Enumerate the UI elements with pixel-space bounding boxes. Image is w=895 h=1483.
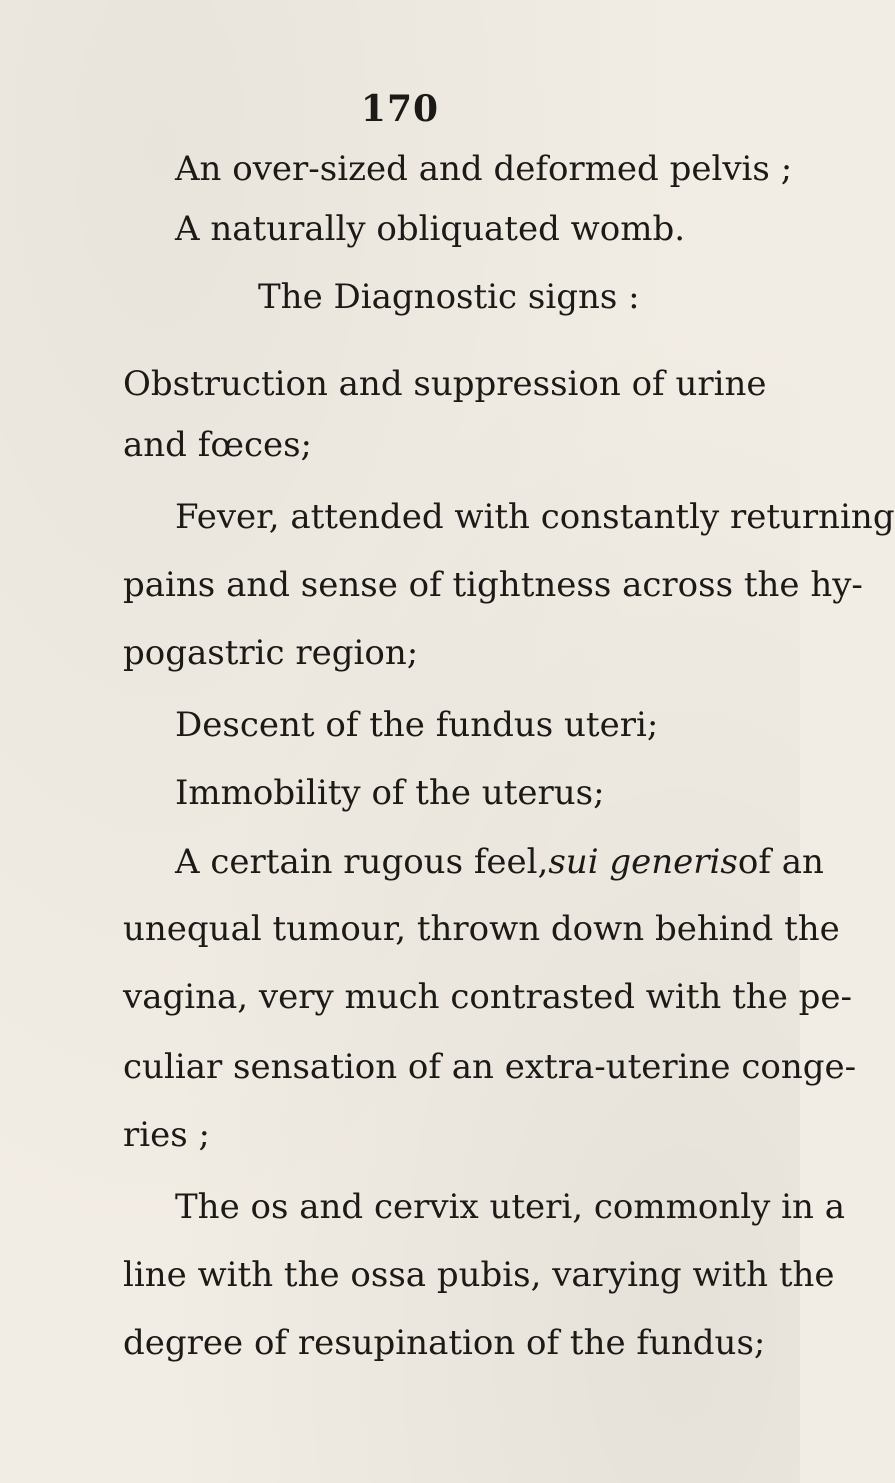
text-line-1: An over-sized and deformed pelvis ;: [175, 149, 793, 189]
text-line-12: unequal tumour, thrown down behind the: [123, 909, 840, 949]
text-line-11-end: of an: [737, 842, 824, 882]
text-line-8: pogastric region;: [123, 633, 419, 673]
text-line-5: and fœces;: [123, 425, 313, 465]
text-line-14: culiar sensation of an extra-uterine conge-: [123, 1047, 857, 1087]
page-number: 170: [360, 88, 440, 130]
section-heading: The Diagnostic signs :: [258, 277, 640, 317]
text-line-11-start: A certain rugous feel,: [175, 842, 549, 882]
text-line-16: The os and cervix uteri, commonly in a: [175, 1187, 845, 1227]
text-line-7: pains and sense of tightness across the hy-: [123, 565, 863, 605]
text-line-18: degree of resupination of the fundus;: [123, 1323, 766, 1363]
text-line-2: A naturally obliquated womb.: [175, 209, 686, 249]
text-line-10: Immobility of the uterus;: [175, 773, 605, 813]
text-line-17: line with the ossa pubis, varying with the: [123, 1255, 835, 1295]
text-line-15: ries ;: [123, 1115, 210, 1155]
text-line-6: Fever, attended with constantly returning: [175, 497, 895, 537]
text-line-13: vagina, very much contrasted with the pe-: [123, 977, 852, 1017]
latin-phrase: sui generis: [548, 842, 738, 882]
text-line-11: [175, 842, 824, 882]
text-line-9: Descent of the fundus uteri;: [175, 705, 659, 745]
text-line-4: Obstruction and suppression of urine: [123, 364, 767, 404]
